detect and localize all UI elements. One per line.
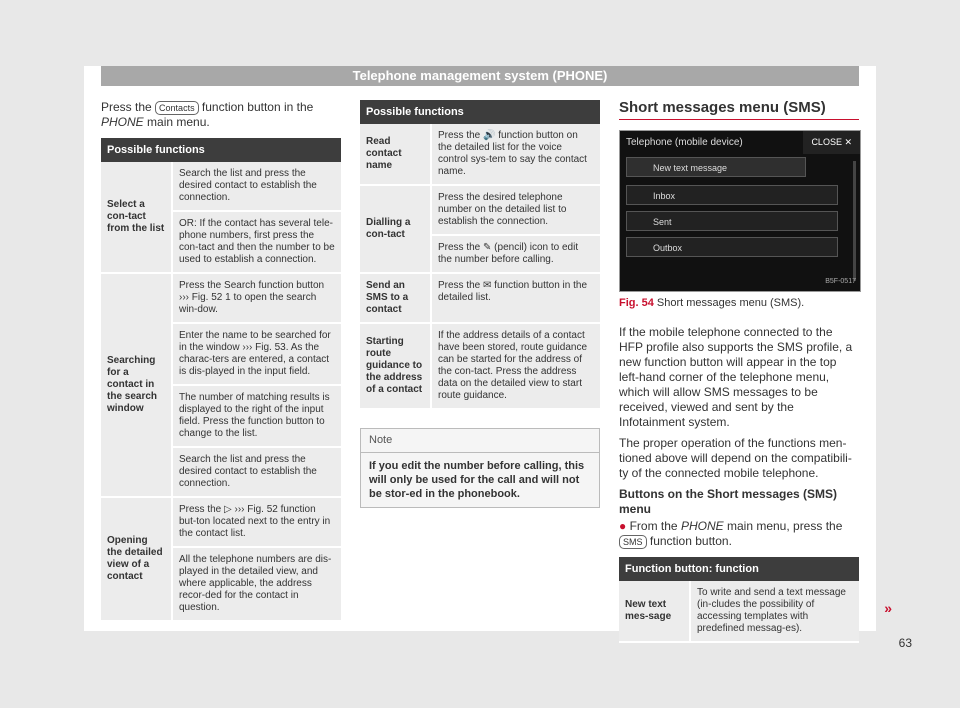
paragraph-1: If the mobile telephone connected to the HFP profile also supports the SMS profile, a new function button will appear in the top left-hand corner of the telephone menu, which will allow SMS messages to be received, viewed and sent by the Infotainment system.	[619, 325, 853, 429]
row-key: Opening the detailed view of a contact	[101, 497, 172, 621]
row-key: Starting route guidance to the address of a contact	[360, 323, 431, 409]
scrollbar[interactable]	[853, 161, 856, 281]
row-key: Read contact name	[360, 124, 431, 185]
section-title: Short messages menu (SMS)	[619, 100, 859, 120]
note-body: If you edit the number before calling, this will only be used for the call and will not be stor-ed in the phonebook.	[369, 460, 585, 500]
row-value: Search the list and press the desired contact to establish the connection.	[172, 447, 341, 497]
row-key: New text mes-sage	[619, 581, 690, 642]
menu-item-inbox[interactable]: Inbox	[626, 185, 838, 205]
menu-item-new-text-message[interactable]: New text message	[626, 157, 806, 177]
page-number: 63	[898, 636, 912, 650]
table-header: Function button: function	[619, 557, 859, 581]
row-value: Enter the name to be searched for in the window ››› Fig. 53. As the charac-ters are entered, a contact is dis-played in the input field.	[172, 323, 341, 385]
intro-text: Press the Contacts function button in the PHONE main menu.	[101, 100, 314, 129]
menu-item-sent[interactable]: Sent	[626, 211, 838, 231]
row-value: To write and send a text message (in-cludes the possibility of accessing templates with predefined messag-es).	[690, 581, 859, 642]
row-key: Select a con-tact from the list	[101, 162, 172, 273]
subheading: Buttons on the Short messages (SMS) menu	[619, 487, 838, 516]
bullet: ● From the PHONE main menu, press the SMS function button.	[619, 519, 843, 548]
note-title: Note	[361, 429, 599, 453]
figure-code: B5F-0517	[825, 278, 856, 285]
contacts-button[interactable]: Contacts	[155, 101, 199, 115]
table-header: Possible functions	[360, 100, 600, 124]
row-value: Press the desired telephone number on the detailed list to establish the connection.	[431, 185, 600, 235]
row-value: The number of matching results is displayed to the right of the input field. Press the function button to change to the list.	[172, 385, 341, 447]
row-value: OR: If the contact has several tele-phone numbers, first press the con-tact and then the number to be used to establish a connection.	[172, 211, 341, 273]
left-column	[101, 100, 341, 622]
sms-button[interactable]: SMS	[619, 535, 647, 549]
close-button[interactable]: CLOSE ✕	[803, 131, 860, 154]
figure-caption: Fig. 54 Short messages menu (SMS).	[619, 297, 805, 309]
function-button-table	[619, 557, 859, 643]
row-key: Send an SMS to a contact	[360, 273, 431, 323]
row-value: Press the Search function button ››› Fig. 52 1 to open the search win-dow.	[172, 273, 341, 323]
menu-item-outbox[interactable]: Outbox	[626, 237, 838, 257]
chapter-banner: Telephone management system (PHONE)	[101, 66, 859, 86]
possible-functions-table-middle	[360, 100, 600, 410]
row-value: Search the list and press the desired contact to establish the connection.	[172, 162, 341, 211]
row-value: Press the ✉ function button in the detailed list.	[431, 273, 600, 323]
row-value: Press the 🔊 function button on the detailed list for the voice control sys-tem to say the contact name.	[431, 124, 600, 185]
screen-header: Telephone (mobile device)	[626, 137, 743, 148]
row-value: If the address details of a contact have been stored, route guidance can be started for the address of the con-tact. Press the address data on the detailed view to start route guidance.	[431, 323, 600, 409]
row-key: Searching for a contact in the search window	[101, 273, 172, 497]
paragraph-2: The proper operation of the functions men-tioned above will depend on the compatibili-ty of the connected mobile telephone.	[619, 436, 852, 480]
table-header: Possible functions	[101, 138, 341, 162]
right-column	[619, 100, 859, 643]
row-value: Press the ▷ ››› Fig. 52 function but-ton located next to the entry in the contact list.	[172, 497, 341, 547]
possible-functions-table-left	[101, 138, 341, 622]
row-key: Dialling a con-tact	[360, 185, 431, 273]
row-value: Press the ✎ (pencil) icon to edit the number before calling.	[431, 235, 600, 273]
row-value: All the telephone numbers are dis-played in the detailed view, and where applicable, the address recor-ded for the contact in question.	[172, 547, 341, 621]
continue-arrow-icon: »	[884, 600, 892, 616]
sms-screen-figure	[619, 130, 861, 292]
note-box	[360, 428, 600, 508]
middle-column	[360, 100, 600, 508]
